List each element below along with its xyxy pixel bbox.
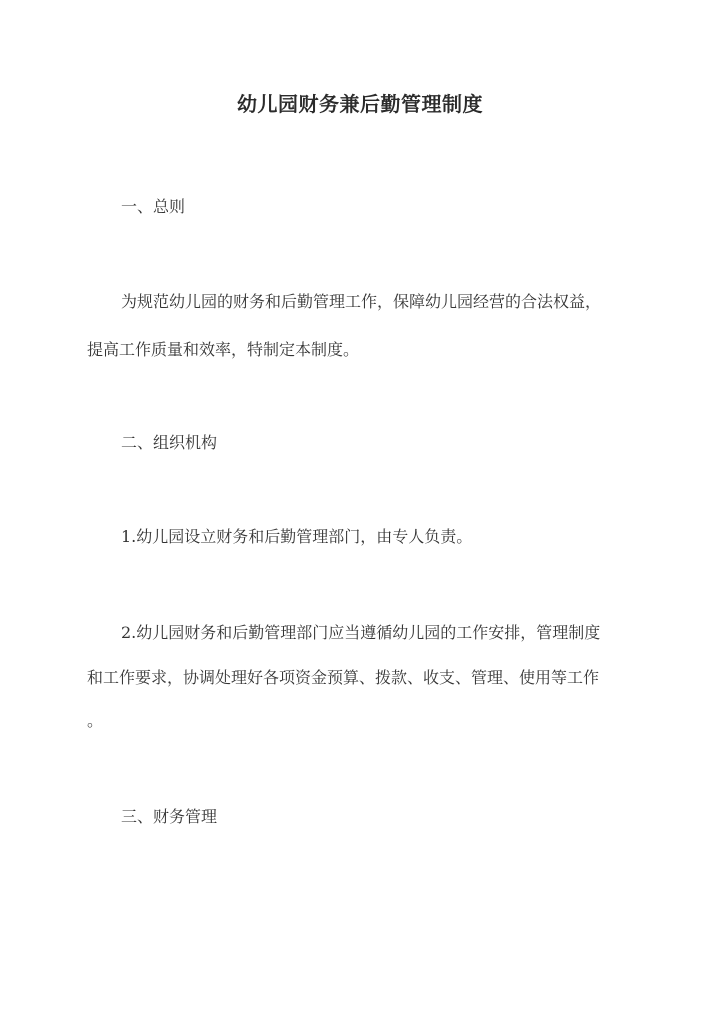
paragraph-line: 为规范幼儿园的财务和后勤管理工作，保障幼儿园经营的合法权益， [121, 292, 602, 311]
section-heading-general: 一、总则 [121, 197, 186, 216]
paragraph-line: 和工作要求，协调处理好各项资金预算、拨款、收支、管理、使用等工作 [87, 668, 600, 687]
section-heading-finance: 三、财务管理 [121, 807, 218, 826]
document-title: 幼儿园财务兼后勤管理制度 [237, 92, 483, 116]
paragraph-line: 提高工作质量和效率，特制定本制度。 [87, 340, 360, 359]
section-heading-organization: 二、组织机构 [121, 433, 218, 452]
paragraph-line: 1.幼儿园设立财务和后勤管理部门，由专人负责。 [121, 527, 473, 546]
paragraph-line: 。 [87, 711, 104, 730]
paragraph-line: 2.幼儿园财务和后勤管理部门应当遵循幼儿园的工作安排，管理制度 [121, 623, 601, 642]
